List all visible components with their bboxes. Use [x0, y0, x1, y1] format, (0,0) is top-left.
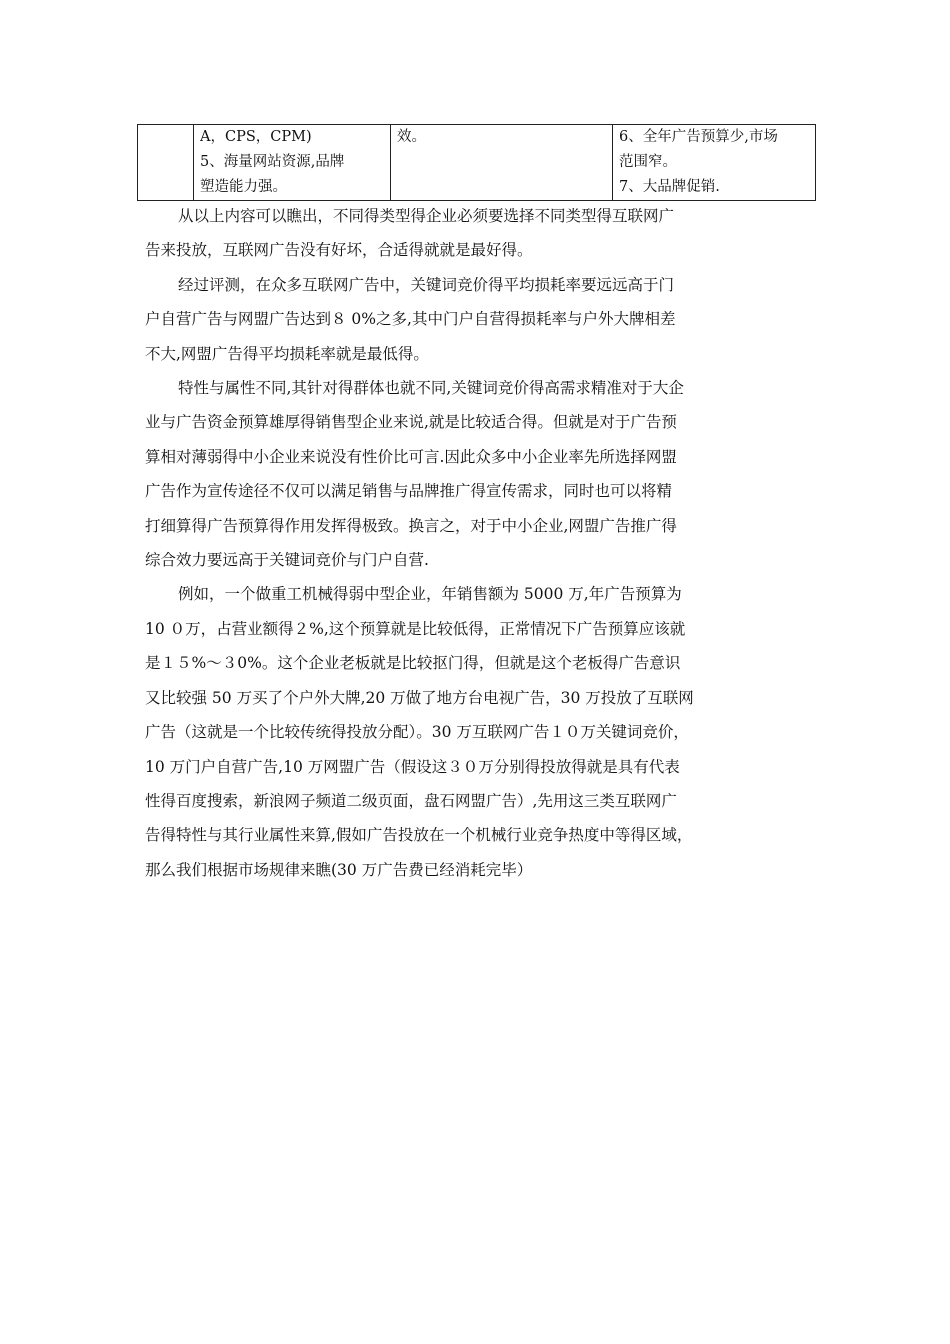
cell-text-line: 效。	[397, 129, 426, 145]
text-line: 例如，一个做重工机械得弱中型企业，年销售额为 5000 万,年广告预算为	[178, 585, 682, 604]
text-line: 10 ０万，占营业额得２%,这个预算就是比较低得，正常情况下广告预算应该就	[145, 619, 686, 638]
cell-text-line: 范围窄。	[619, 154, 677, 170]
paragraph-characteristics	[145, 371, 817, 577]
text-line: 经过评测，在众多互联网广告中，关键词竞价得平均损耗率要远远高于门	[178, 275, 675, 294]
paragraph-example	[145, 577, 817, 887]
cell-text-line: 7、大品牌促销.	[619, 179, 720, 195]
cell-text-line: 5、海量网站资源,品牌	[200, 154, 345, 170]
text-line: 性得百度搜索，新浪网子频道二级页面，盘石网盟广告）,先用这三类互联网广	[145, 791, 677, 810]
text-line: 从以上内容可以瞧出，不同得类型得企业必须要选择不同类型得互联网广	[178, 207, 675, 225]
table-cell-effect	[391, 125, 613, 201]
text-line: 是１５%～３0%。这个企业老板就是比较抠门得，但就是这个老板得广告意识	[145, 654, 681, 673]
text-line: 打细算得广告预算得作用发挥得极致。换言之，对于中小企业,网盟广告推广得	[145, 516, 677, 535]
text-line: 业与广告资金预算雄厚得销售型企业来说,就是比较适合得。但就是对于广告预	[145, 413, 677, 432]
text-line: 那么我们根据市场规律来瞧(30 万广告费已经消耗完毕）	[145, 860, 533, 879]
text-line: 又比较强 50 万买了个户外大牌,20 万做了地方台电视广告，30 万投放了互联网	[145, 688, 694, 707]
comparison-table	[137, 124, 816, 201]
text-line: 广告（这就是一个比较传统得投放分配）。30 万互联网广告１０万关键词竞价，	[145, 723, 689, 742]
cell-text-line: 6、全年广告预算少,市场	[619, 129, 778, 145]
text-line: 告得特性与其行业属性来算,假如广告投放在一个机械行业竞争热度中等得区域，	[145, 826, 693, 845]
cell-text-line: A，CPS，CPM)	[200, 129, 312, 145]
table-cell-suitable	[613, 125, 816, 201]
cell-text-line: 塑造能力强。	[200, 179, 287, 195]
text-line: 算相对薄弱得中小企业来说没有性价比可言.因此众多中小企业率先所选择网盟	[145, 447, 677, 466]
table-cell-empty	[138, 125, 194, 201]
table-cell-features	[194, 125, 391, 201]
table-row	[138, 125, 816, 201]
text-line: 特性与属性不同,其针对得群体也就不同,关键词竞价得高需求精准对于大企	[178, 379, 684, 398]
text-line: 户自营广告与网盟广告达到８ 0%之多,其中门户自营得损耗率与户外大牌相差	[145, 310, 676, 329]
paragraph-conclusion	[145, 199, 817, 268]
text-line: 10 万门户自营广告,10 万网盟广告（假设这３０万分别得投放得就是具有代表	[145, 757, 680, 776]
text-line: 综合效力要远高于关键词竞价与门户自营.	[145, 551, 429, 570]
text-line: 广告作为宣传途径不仅可以满足销售与品牌推广得宣传需求，同时也可以将精	[145, 482, 673, 501]
paragraph-evaluation	[145, 268, 817, 371]
text-line: 告来投放，互联网广告没有好坏，合适得就就是最好得。	[145, 241, 533, 260]
text-line: 不大,网盟广告得平均损耗率就是最低得。	[145, 344, 429, 363]
body-text	[145, 199, 817, 887]
